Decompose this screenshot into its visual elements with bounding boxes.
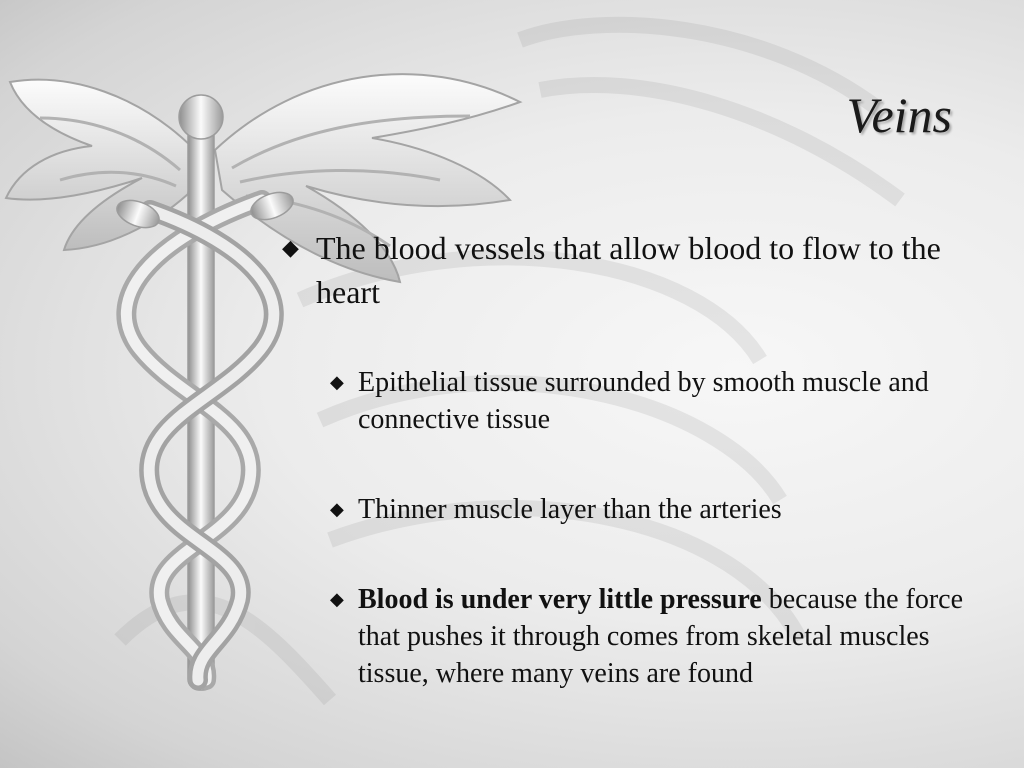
diamond-bullet-icon: ◆ xyxy=(330,589,344,609)
bullet-list xyxy=(282,226,982,692)
sub-bullet-text: because the force that pushes it through comes from skeletal muscles tissue, where many veins are found xyxy=(358,584,964,689)
sub-bullet-item xyxy=(330,491,968,528)
diamond-bullet-icon: ◆ xyxy=(330,372,344,392)
diamond-bullet-icon: ◆ xyxy=(330,499,344,519)
sub-bullet-item xyxy=(330,581,968,692)
slide-title: Veins xyxy=(846,87,952,143)
emphasis-text: Blood is under very little pressure xyxy=(358,584,762,615)
bullet-item xyxy=(282,226,956,314)
bullet-text: The blood vessels that allow blood to flow to the heart xyxy=(316,230,941,310)
sub-bullet-item xyxy=(330,364,968,438)
diamond-bullet-icon: ◆ xyxy=(282,235,299,260)
sub-bullet-text: Epithelial tissue surrounded by smooth muscle and connective tissue xyxy=(358,367,929,435)
sub-bullet-text: Thinner muscle layer than the arteries xyxy=(358,494,782,525)
